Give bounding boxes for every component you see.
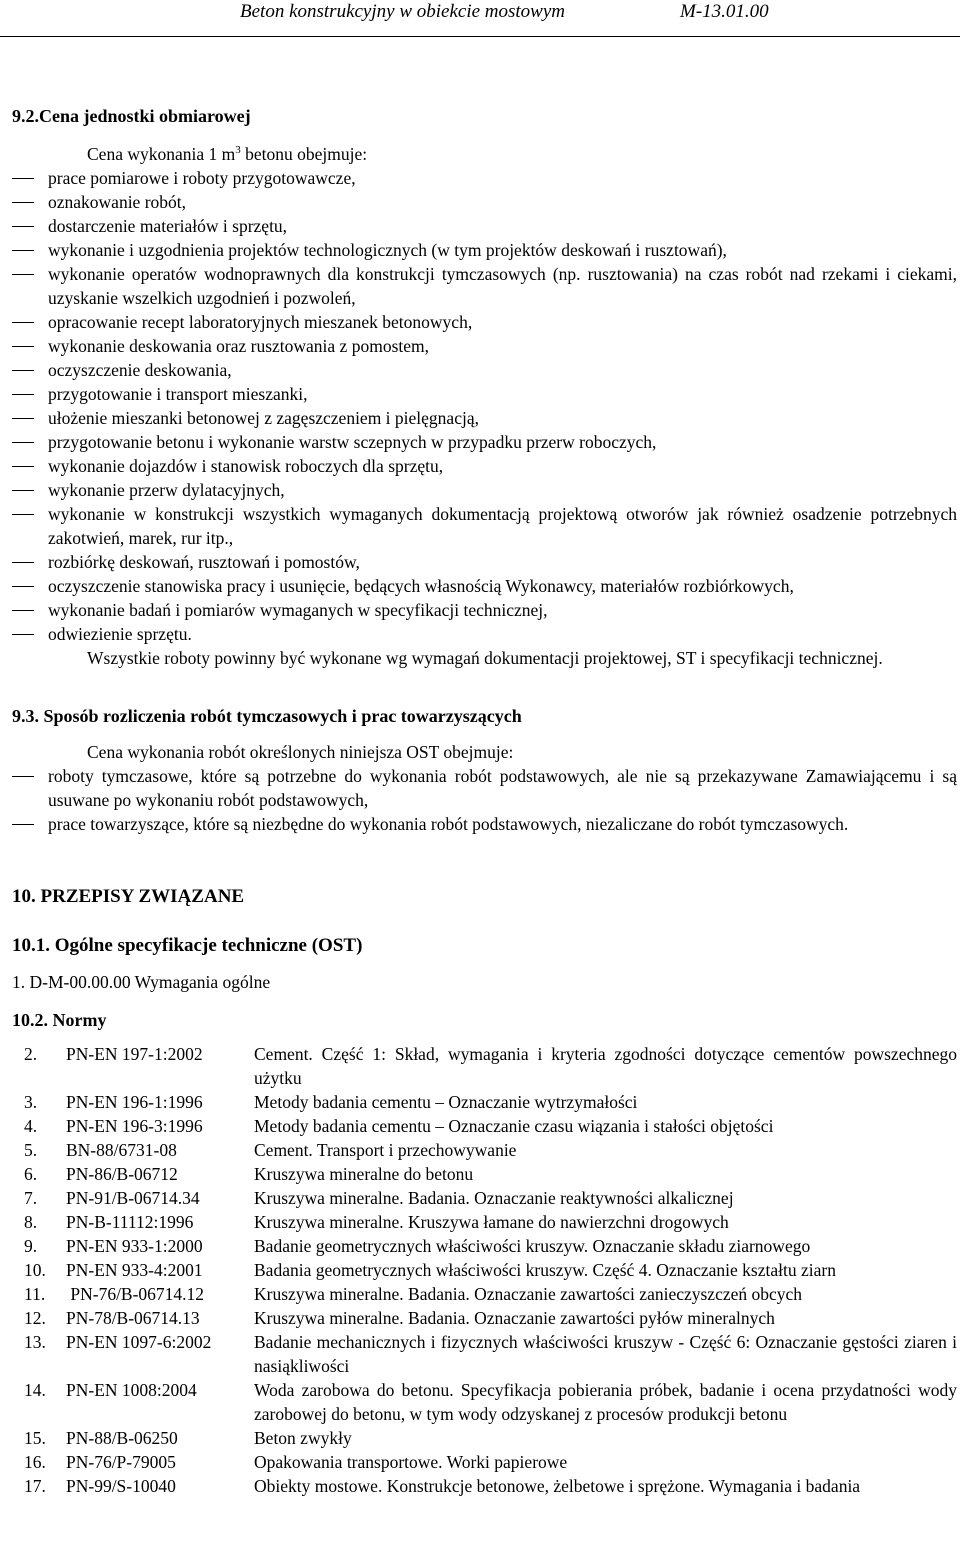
- norm-code: PN-EN 933-4:2001: [66, 1260, 203, 1280]
- norm-description: Obiekty mostowe. Konstrukcje betonowe, żelbetowe i sprężone. Wymagania i badania: [254, 1476, 861, 1496]
- list-item: oznakowanie robót,: [12, 190, 957, 214]
- ost-reference: 1. D-M-00.00.00 Wymagania ogólne: [12, 972, 271, 992]
- norm-description: Beton zwykły: [254, 1428, 352, 1448]
- norm-code: PN-EN 1008:2004: [66, 1380, 197, 1400]
- table-row: [12, 1138, 957, 1162]
- norm-code: BN-88/6731-08: [66, 1140, 177, 1160]
- norm-description: Badanie geometrycznych właściwości kruszyw. Oznaczanie składu ziarnowego: [254, 1236, 811, 1256]
- section-heading: 9.2.Cena jednostki obmiarowej: [12, 106, 251, 126]
- section-9-3-heading: [12, 704, 957, 728]
- list-item: wykonanie w konstrukcji wszystkich wymaganych dokumentacją projektową otworów jak również osadzenie potrzebnych zakotwień, marek, rur itp.,: [12, 502, 957, 550]
- norm-code: PN-99/S-10040: [66, 1476, 176, 1496]
- norm-description: Kruszywa mineralne do betonu: [254, 1164, 474, 1184]
- norm-description: Badania geometrycznych właściwości kruszyw. Część 4. Oznaczanie kształtu ziarn: [254, 1260, 836, 1280]
- table-row: [12, 1090, 957, 1114]
- section-heading: 9.3. Sposób rozliczenia robót tymczasowych i prac towarzyszących: [12, 706, 522, 726]
- list-item: prace pomiarowe i roboty przygotowawcze,: [12, 166, 957, 190]
- norm-number: 13.: [24, 1332, 46, 1352]
- norm-description: Kruszywa mineralne. Badania. Oznaczanie reaktywności alkalicznej: [254, 1188, 734, 1208]
- table-row: [12, 1306, 957, 1330]
- header-rule: [0, 36, 960, 37]
- list-item: wykonanie operatów wodnoprawnych dla konstrukcji tymczasowych (np. rusztowania) na czas robót nad rzekami i ciekami, uzyskanie wszelkich uzgodnień i pozwoleń,: [12, 262, 957, 310]
- list-item: odwiezienie sprzętu.: [12, 622, 957, 646]
- table-row: [12, 1210, 957, 1234]
- list-item: wykonanie przerw dylatacyjnych,: [12, 478, 957, 502]
- header-title: Beton konstrukcyjny w obiekcie mostowym: [240, 1, 566, 22]
- norm-number: 6.: [24, 1164, 38, 1184]
- norm-description: Cement. Część 1: Skład, wymagania i kryteria zgodności dotyczące cementów powszechnego użytku: [254, 1044, 957, 1088]
- norm-number: 12.: [24, 1308, 46, 1328]
- intro-paragraph: Cena wykonania robót określonych niniejsza OST obejmuje:: [87, 742, 514, 762]
- page-header: [0, 0, 960, 30]
- norm-number: 16.: [24, 1452, 46, 1472]
- list-item: wykonanie dojazdów i stanowisk roboczych dla sprzętu,: [12, 454, 957, 478]
- norm-description: Kruszywa mineralne. Kruszywa łamane do nawierzchni drogowych: [254, 1212, 729, 1232]
- section-10-1-heading: [12, 933, 957, 958]
- norm-description: Metody badania cementu – Oznaczanie czasu wiązania i stałości objętości: [254, 1116, 774, 1136]
- section-9-2-intro: [12, 142, 957, 166]
- section-9-2-list: [12, 166, 957, 670]
- list-item: rozbiórkę deskowań, rusztowań i pomostów,: [12, 550, 957, 574]
- norm-description: Kruszywa mineralne. Badania. Oznaczanie zawartości pyłów mineralnych: [254, 1308, 775, 1328]
- table-row: [12, 1258, 957, 1282]
- cost-items-list: [12, 166, 957, 646]
- norm-description: Cement. Transport i przechowywanie: [254, 1140, 517, 1160]
- norm-code: PN-EN 1097-6:2002: [66, 1332, 212, 1352]
- table-row: [12, 1450, 957, 1474]
- list-item: wykonanie i uzgodnienia projektów technologicznych (w tym projektów deskowań i rusztowań),: [12, 238, 957, 262]
- norm-number: 8.: [24, 1212, 38, 1232]
- norm-number: 2.: [24, 1044, 38, 1064]
- norm-code: PN-76/B-06714.12: [66, 1284, 205, 1304]
- norms-table-container: [12, 1042, 957, 1498]
- table-row: [12, 1114, 957, 1138]
- section-10-1-item: [12, 970, 957, 994]
- header-code: M-13.01.00: [680, 1, 769, 22]
- list-item: przygotowanie i transport mieszanki,: [12, 382, 957, 406]
- list-item: opracowanie recept laboratoryjnych mieszanek betonowych,: [12, 310, 957, 334]
- section-9-3-body: [12, 740, 957, 836]
- norm-code: PN-78/B-06714.13: [66, 1308, 200, 1328]
- list-item: wykonanie badań i pomiarów wymaganych w specyfikacji technicznej,: [12, 598, 957, 622]
- norm-description: Woda zarobowa do betonu. Specyfikacja pobierania próbek, badanie i ocena przydatności wody zarobowej do betonu, w tym wody odzyskanej z procesów produkcji betonu: [254, 1380, 957, 1424]
- table-row: [12, 1426, 957, 1450]
- norm-code: PN-86/B-06712: [66, 1164, 178, 1184]
- norm-number: 7.: [24, 1188, 38, 1208]
- norm-number: 10.: [24, 1260, 46, 1280]
- norm-number: 11.: [24, 1284, 46, 1304]
- norms-table: [12, 1042, 957, 1498]
- norm-number: 4.: [24, 1116, 38, 1136]
- norm-code: PN-88/B-06250: [66, 1428, 178, 1448]
- list-item: dostarczenie materiałów i sprzętu,: [12, 214, 957, 238]
- norm-description: Metody badania cementu – Oznaczanie wytrzymałości: [254, 1092, 638, 1112]
- norm-number: 15.: [24, 1428, 46, 1448]
- table-row: [12, 1474, 957, 1498]
- norm-description: Kruszywa mineralne. Badania. Oznaczanie zawartości zanieczyszczeń obcych: [254, 1284, 803, 1304]
- list-item: ułożenie mieszanki betonowej z zagęszczeniem i pielęgnacją,: [12, 406, 957, 430]
- norm-code: PN-76/P-79005: [66, 1452, 176, 1472]
- table-row: [12, 1186, 957, 1210]
- intro-paragraph: Cena wykonania 1 $m^3$ betonu obejmuje:: [87, 144, 368, 164]
- norm-code: PN-91/B-06714.34: [66, 1188, 200, 1208]
- list-item: wykonanie deskowania oraz rusztowania z pomostem,: [12, 334, 957, 358]
- temporary-works-list: [12, 764, 957, 836]
- norm-description: Opakowania transportowe. Worki papierowe: [254, 1452, 568, 1472]
- norm-number: 9.: [24, 1236, 38, 1256]
- norm-code: PN-B-11112:1996: [66, 1212, 194, 1232]
- norm-code: PN-EN 196-3:1996: [66, 1116, 203, 1136]
- section-10-2-heading: [12, 1008, 957, 1032]
- list-item: oczyszczenie deskowania,: [12, 358, 957, 382]
- table-row: [12, 1234, 957, 1258]
- subsection-heading: 10.2. Normy: [12, 1010, 107, 1030]
- list-item: roboty tymczasowe, które są potrzebne do wykonania robót podstawowych, ale nie są przekazywane Zamawiającemu i są usuwane po wykonaniu robót podstawowych,: [12, 764, 957, 812]
- closing-paragraph: Wszystkie roboty powinny być wykonane wg wymagań dokumentacji projektowej, ST i specyfikacji technicznej.: [87, 648, 883, 668]
- table-row: [12, 1330, 957, 1378]
- norm-description: Badanie mechanicznych i fizycznych właściwości kruszyw - Część 6: Oznaczanie gęstości ziaren i nasiąkliwości: [254, 1332, 957, 1376]
- list-item: oczyszczenie stanowiska pracy i usunięcie, będących własnością Wykonawcy, materiałów rozbiórkowych,: [12, 574, 957, 598]
- list-item: prace towarzyszące, które są niezbędne do wykonania robót podstawowych, niezaliczane do robót tymczasowych.: [12, 812, 957, 836]
- norm-code: PN-EN 196-1:1996: [66, 1092, 203, 1112]
- norm-number: 14.: [24, 1380, 46, 1400]
- section-9-2-heading: [12, 104, 957, 128]
- norm-number: 3.: [24, 1092, 38, 1112]
- norm-number: 5.: [24, 1140, 38, 1160]
- section-heading: 10. PRZEPISY ZWIĄZANE: [12, 886, 245, 907]
- list-item: przygotowanie betonu i wykonanie warstw sczepnych w przypadku przerw roboczych,: [12, 430, 957, 454]
- section-10-heading: [12, 884, 957, 909]
- norm-code: PN-EN 197-1:2002: [66, 1044, 203, 1064]
- subsection-heading: 10.1. Ogólne specyfikacje techniczne (OST): [12, 935, 363, 956]
- norm-code: PN-EN 933-1:2000: [66, 1236, 203, 1256]
- table-row: [12, 1162, 957, 1186]
- table-row: [12, 1282, 957, 1306]
- table-row: [12, 1042, 957, 1090]
- norm-number: 17.: [24, 1476, 46, 1496]
- table-row: [12, 1378, 957, 1426]
